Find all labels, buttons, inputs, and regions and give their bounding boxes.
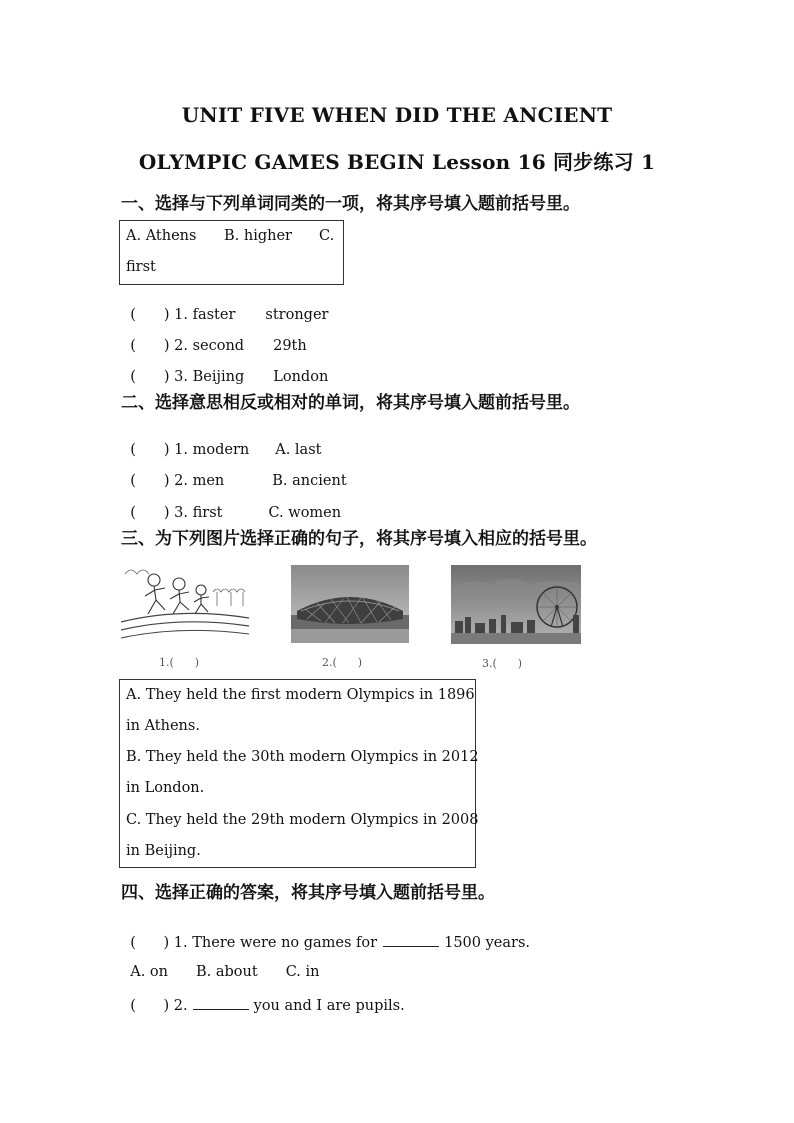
question-stem: ( ) 2. <box>130 998 188 1014</box>
answer-blank[interactable] <box>193 995 249 1010</box>
section-2-question-2 <box>121 457 347 489</box>
question-end: 1500 years. <box>444 935 531 951</box>
section-4-question-1 <box>121 916 530 951</box>
question-word: B. ancient <box>272 473 347 489</box>
question-stem: ) 2. men <box>163 473 225 489</box>
option-a: A. Athens <box>126 228 197 244</box>
london-eye-skyline <box>451 565 581 644</box>
option-b: B. higher <box>224 228 292 244</box>
question-stem: ) 2. second <box>163 338 245 354</box>
sentence-b-line-2: in London. <box>126 780 205 796</box>
section-4-question-2 <box>121 979 405 1014</box>
open-paren: ( <box>130 505 136 521</box>
question-stem: ) 1. modern <box>163 442 250 458</box>
section-2-question-3 <box>121 489 341 521</box>
section-2-question-1 <box>121 426 321 458</box>
question-stem: ) 1. faster <box>163 307 236 323</box>
option-c: C. in <box>285 964 320 980</box>
picture-1-caption: 1.( ) <box>159 656 200 669</box>
runners-drawing <box>121 562 251 642</box>
option-c: C. <box>319 228 335 244</box>
question-word: C. women <box>268 505 342 521</box>
picture-2-caption: 2.( ) <box>322 656 363 669</box>
section-4-question-1-options <box>121 948 319 980</box>
open-paren: ( <box>130 369 136 385</box>
section-2-heading: 二、选择意思相反或相对的单词，将其序号填入题前括号里。 <box>121 393 580 413</box>
question-word: 29th <box>273 338 307 354</box>
question-word: London <box>273 369 329 385</box>
option-c-continued: first <box>126 259 156 275</box>
answer-blank[interactable] <box>383 932 439 947</box>
sentence-b-line-1: B. They held the 30th modern Olympics in 2012 <box>126 749 479 765</box>
open-paren: ( <box>130 442 136 458</box>
question-stem: ( ) 1. There were no games for <box>130 935 378 951</box>
page-title-line-1: UNIT FIVE WHEN DID THE ANCIENT <box>181 103 613 127</box>
picture-3-caption: 3.( ) <box>482 657 523 670</box>
birds-nest-stadium <box>291 565 409 643</box>
section-1-options-box <box>119 220 344 285</box>
option-a: A. on <box>130 964 168 980</box>
section-1-question-2 <box>121 322 307 354</box>
sentence-a-line-1: A. They held the first modern Olympics in 1896 <box>126 687 475 703</box>
section-1-question-3 <box>121 353 328 385</box>
page-title-line-2: OLYMPIC GAMES BEGIN Lesson 16 同步练习 1 <box>138 150 656 174</box>
section-1-heading: 一、选择与下列单词同类的一项，将其序号填入题前括号里。 <box>121 194 580 214</box>
sentence-a-line-2: in Athens. <box>126 718 200 734</box>
sentence-c-line-2: in Beijing. <box>126 843 201 859</box>
section-3-sentences-box <box>119 679 479 868</box>
question-stem: ) 3. first <box>163 505 223 521</box>
question-end: you and I are pupils. <box>253 998 405 1014</box>
open-paren: ( <box>130 473 136 489</box>
question-stem: ) 3. Beijing <box>163 369 245 385</box>
section-3-heading: 三、为下列图片选择正确的句子，将其序号填入相应的括号里。 <box>121 529 597 549</box>
question-word: stronger <box>265 307 329 323</box>
open-paren: ( <box>130 307 136 323</box>
section-1-question-1 <box>121 291 328 323</box>
open-paren: ( <box>130 338 136 354</box>
section-4-heading: 四、选择正确的答案，将其序号填入题前括号里。 <box>121 883 495 903</box>
option-b: B. about <box>195 964 258 980</box>
question-word: A. last <box>275 442 322 458</box>
sentence-c-line-1: C. They held the 29th modern Olympics in 2008 <box>126 812 479 828</box>
